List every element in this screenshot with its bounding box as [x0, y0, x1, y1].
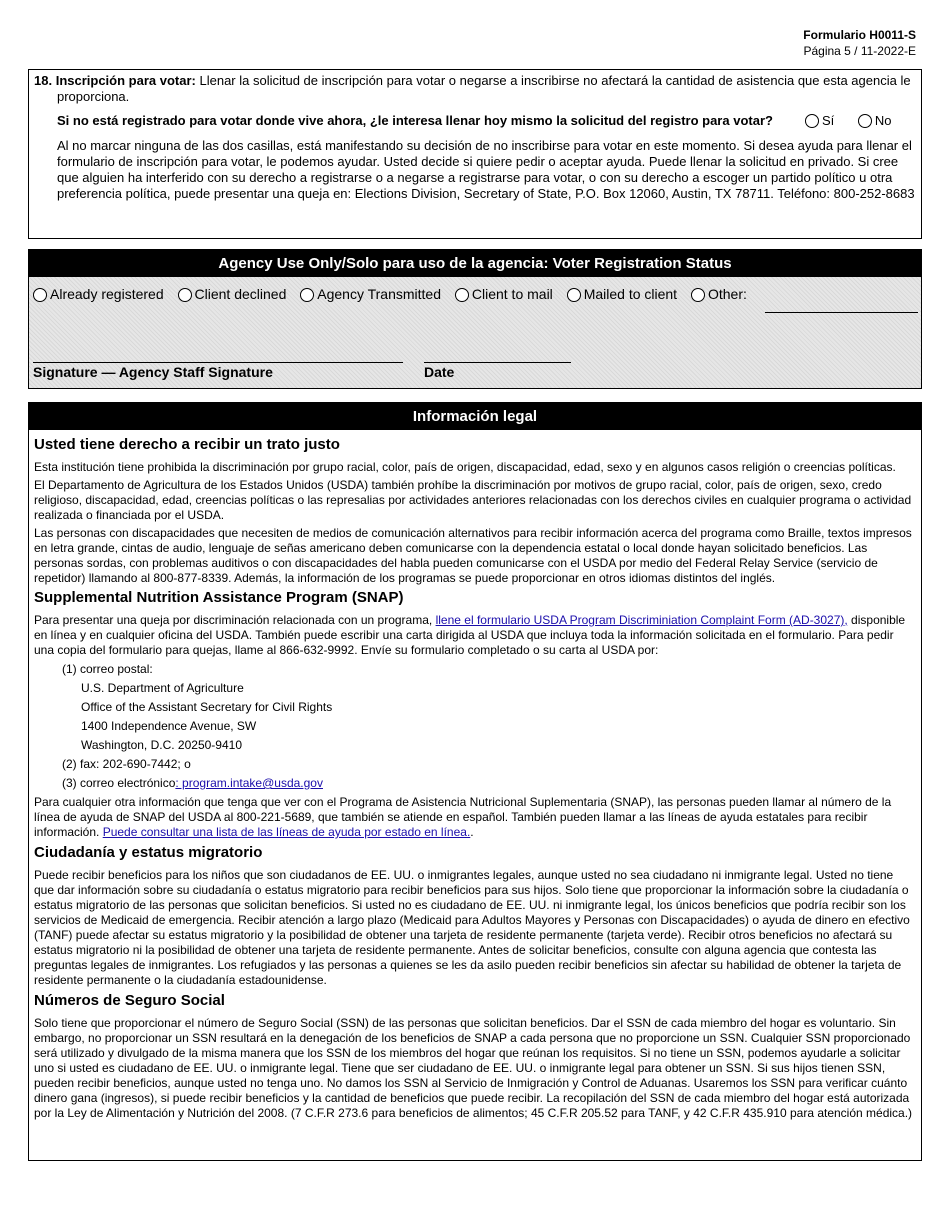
- radio-button[interactable]: [33, 288, 47, 302]
- option-label: Already registered: [50, 286, 164, 302]
- other-input-line[interactable]: [765, 312, 918, 313]
- snap-heading: Supplemental Nutrition Assistance Program (SNAP): [34, 589, 404, 606]
- email-line: [34, 776, 916, 791]
- radio-button[interactable]: [455, 288, 469, 302]
- fair-treatment-heading: Usted tiene derecho a recibir un trato justo: [34, 436, 340, 453]
- signature-label: Signature — Agency Staff Signature: [33, 364, 273, 380]
- date-label: Date: [424, 364, 455, 380]
- snap-paragraph-1: [34, 613, 916, 658]
- email-label: (3) correo electrónico: [62, 776, 176, 790]
- legal-title-bar: Información legal: [29, 403, 921, 430]
- section-number: 18.: [34, 73, 53, 88]
- radio-button[interactable]: [300, 288, 314, 302]
- voter-paragraph: Al no marcar ninguna de las dos casillas, está manifestando su decisión de no inscribirse para votar en este momento. Si desea ayuda para llenar el formulario de inscripción para votar, le podemos ayudar. Usted decide si quiere pedir o aceptar ayuda. Puede llenar la solicitud en privado. Si cree que alguien ha interferido con su derecho a registrarse o a negarse a registrarse para votar, o con su derecho a escoger un partido político u otra preferencia política, puede presentar una queja en: Elections Division, Secretary of State, P.O. Box 12060, Austin, TX 78711. Teléfono: 800-252-8683: [57, 138, 915, 201]
- address-line: Washington, D.C. 20250-9410: [81, 738, 242, 752]
- option-mailed-to-client[interactable]: [567, 286, 677, 302]
- option-label: Mailed to client: [583, 286, 678, 302]
- option-label: Agency Transmitted: [317, 286, 441, 302]
- fair-paragraph-2: El Departamento de Agricultura de los Estados Unidos (USDA) también prohíbe la discriminación por motivos de grupo racial, color, país de origen, sexo, credo religioso, discapacidad, edad, creencias políticas o las represalias por actividades anteriores relacionadas con los derechos civiles en cualquier programa o actividad realizada o financiada por el USDA.: [34, 478, 912, 522]
- option-other[interactable]: [691, 286, 747, 302]
- address-line: 1400 Independence Avenue, SW: [81, 719, 257, 733]
- option-label: Client to mail: [471, 286, 553, 302]
- date-line[interactable]: [424, 362, 571, 363]
- form-number: Formulario H0011-S: [803, 28, 916, 42]
- agency-use-section: [28, 249, 922, 389]
- option-agency-transmitted[interactable]: [300, 286, 441, 302]
- snap-text: Para presentar una queja por discriminación relacionada con un programa,: [34, 613, 436, 627]
- voter-question: Si no está registrado para votar donde vive ahora, ¿le interesa llenar hoy mismo la solicitud del registro para votar?: [57, 113, 773, 128]
- fair-paragraph-1: Esta institución tiene prohibida la discriminación por grupo racial, color, país de origen, discapacidad, edad, sexo y en algunos casos religión o creencias políticas.: [34, 460, 896, 474]
- option-already-registered[interactable]: [33, 286, 164, 302]
- yes-label: Sí: [822, 113, 835, 128]
- helpline-list-link[interactable]: Puede consultar una lista de las líneas de ayuda por estado en línea.: [102, 825, 471, 839]
- option-label: Client declined: [194, 286, 287, 302]
- snap-paragraph-2: [34, 795, 916, 840]
- agency-title-bar: Agency Use Only/Solo para uso de la agencia: Voter Registration Status: [29, 250, 921, 277]
- no-option[interactable]: [858, 113, 892, 128]
- fair-paragraph-3: Las personas con discapacidades que necesiten de medios de comunicación alternativos para recibir información acerca del programa como Braille, textos impresos en letra grande, cintas de audio, lenguaje de señas americano deben comunicarse con la dependencia estatal o local donde hayan solicitado beneficios. Las personas sordas, con problemas auditivos o con discapacidades del habla pueden comunicarse con el USDA por medio del Federal Relay Service (servicio de repetidor) llamando al 800-877-8339. Además, la información de los programas se puede proporcionar en otros idiomas distintos del inglés.: [34, 526, 912, 585]
- radio-button[interactable]: [178, 288, 192, 302]
- snap-text: Para cualquier otra información que tenga que ver con el Programa de Asistencia Nutricional Suplementaria (SNAP), las personas pueden llamar al número de la línea de ayuda de SNAP del USDA al 800-221-5689, que también se atiende en español. También pueden llamar a las líneas de ayuda estatales para recibir información.: [34, 795, 892, 839]
- radio-button[interactable]: [567, 288, 581, 302]
- citizenship-heading: Ciudadanía y estatus migratorio: [34, 844, 263, 861]
- address-line: U.S. Department of Agriculture: [81, 681, 244, 695]
- snap-text: disponible en línea y en cualquier oficina del USDA. También puede escribir una carta dirigida al USDA que incluya toda la información solicitada en el formulario. Para pedir una copia del formulario para quejas, llame al 866-632-9992. Envíe su formulario completado o su carta al USDA por:: [34, 613, 906, 657]
- voter-question-row: [34, 113, 916, 129]
- radio-button[interactable]: [691, 288, 705, 302]
- page-header: [803, 27, 916, 59]
- address-line: Office of the Assistant Secretary for Civil Rights: [81, 700, 333, 714]
- yes-radio[interactable]: [805, 114, 819, 128]
- mail-label: (1) correo postal:: [62, 662, 153, 676]
- mail-options: [34, 662, 916, 791]
- signature-line[interactable]: [33, 362, 403, 363]
- page-number: Página 5 / 11-2022-E: [803, 44, 916, 58]
- fax-line: (2) fax: 202-690-7442; o: [62, 757, 191, 771]
- yes-option[interactable]: [805, 113, 834, 128]
- voter-status-options: [33, 286, 757, 302]
- snap-text: .: [470, 825, 474, 839]
- section-intro-text: Llenar la solicitud de inscripción para votar o negarse a inscribirse no afectará la cantidad de asistencia que esta agencia le proporciona.: [57, 73, 911, 104]
- section-18-intro: [34, 73, 916, 105]
- legal-info-section: [28, 402, 922, 1161]
- citizenship-paragraph: Puede recibir beneficios para los niños que son ciudadanos de EE. UU. o inmigrantes legales, aunque usted no sea ciudadano ni inmigrante legal. Usted no tiene que dar información sobre su ciudadanía o estatus migratorio para recibir beneficios para sus hijos. Solo tiene que proporcionar la información sobre la ciudadanía o estatus migratorio de las personas que solicitan beneficios. Si usted no es ciudadano de EE. UU. ni inmigrante legal, los únicos beneficios que podría recibir son los servicios de Medicaid de emergencia. Recibir atención a largo plazo (Medicaid para Adultos Mayores y Personas con Discapacidades) o ayuda de dinero en efectivo (TANF) puede afectar su estatus migratorio y la posibilidad de obtener una tarjeta de residente permanente (tarjeta verde). Recibir otros beneficios no afectará su estatus migratorio ni la posibilidad de obtener una tarjeta de residente permanente. Antes de solicitar beneficios, consulte con alguna agencia que contesta las preguntas legales de inmigrantes. Los refugiados y las personas a quienes se les da asilo pueden recibir beneficios sin afectar su habilidad de obtener la tarjeta de residente permanente o la ciudadanía estadounidense.: [34, 868, 910, 987]
- option-label: Other:: [707, 286, 747, 302]
- ssn-paragraph: Solo tiene que proporcionar el número de Seguro Social (SSN) de las personas que solicitan beneficios. Dar el SSN de cada miembro del hogar es voluntario. Sin embargo, no proporcionar un SSN resultará en la denegación de los beneficios de SNAP a cada persona que no proporcione un SSN. Cualquier SSN proporcionado será utilizado y divulgado de la misma manera que los SSN de los miembros del hogar que reúnan los requisitos. Si no tiene un SSN, podemos ayudarle a solicitar uno si usted es ciudadano de EE. UU. o inmigrante legal. Tiene que ser ciudadano de EE. UU. o inmigrante legal para obtener un SSN. Si sus hijos tienen SSN, pueden recibir beneficios, aunque usted no tenga uno. No damos los SSN al Servicio de Inmigración y Control de Aduanas. Usaremos los SSN para verificar cuánto dinero gana (ingresos), si puede recibir beneficios y la cantidad de beneficios que puede recibir. La recopilación del SSN de cada miembro del hogar está autorizada por la Ley de Alimentación y Nutrición del 2008. (7 C.F.R 273.6 para beneficios de alimentos; 45 C.F.R 205.52 para TANF, y 42 C.F.R 435.910 para atención médica.): [34, 1016, 913, 1120]
- no-label: No: [874, 113, 892, 128]
- no-radio[interactable]: [858, 114, 872, 128]
- voter-registration-section: [28, 69, 922, 239]
- ssn-heading: Números de Seguro Social: [34, 992, 225, 1009]
- option-client-declined[interactable]: [178, 286, 287, 302]
- complaint-form-link[interactable]: llene el formulario USDA Program Discriminiation Complaint Form (AD-3027),: [435, 613, 848, 627]
- option-client-to-mail[interactable]: [455, 286, 553, 302]
- email-link[interactable]: : program.intake@usda.gov: [175, 776, 323, 790]
- section-title: Inscripción para votar:: [55, 73, 196, 88]
